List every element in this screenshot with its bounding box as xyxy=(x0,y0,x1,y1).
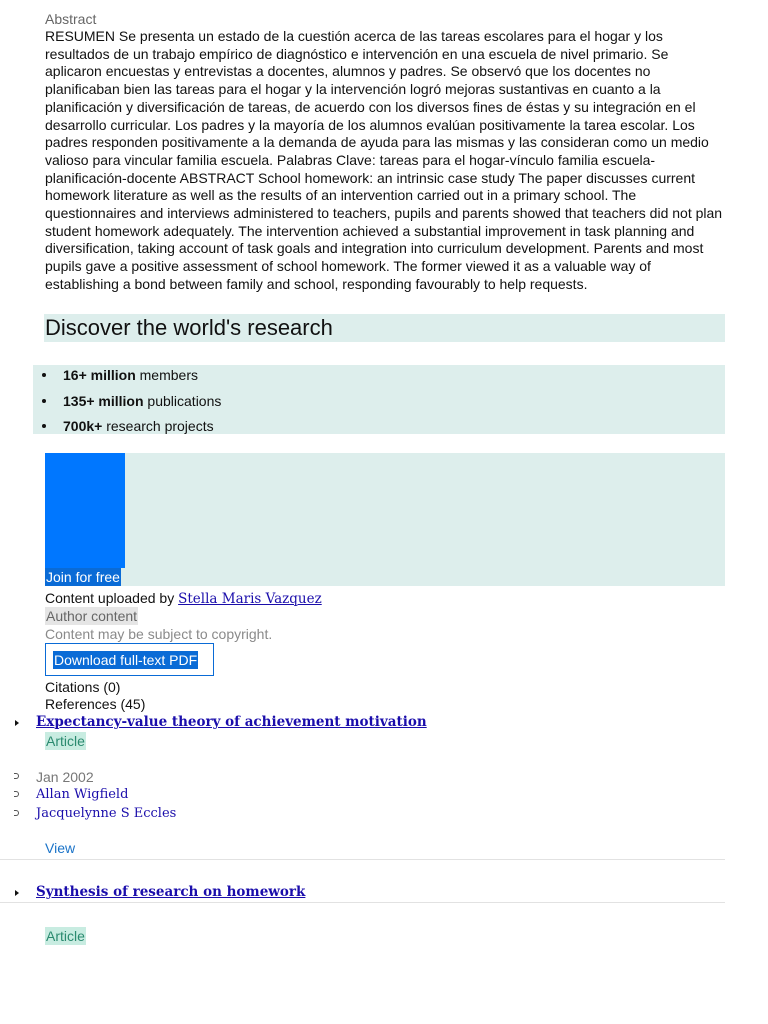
uploaded-by-prefix: Content uploaded by xyxy=(45,590,179,606)
abstract-text: RESUMEN Se presenta un estado de la cuestión acerca de las tareas escolares para el hogar y los resultados de un trabajo empírico de diagnóstico e intervención en una escuela de nivel primario. Se aplicaron encuestas y entrevistas a docentes, alumnos y padres. Se observó que los docentes no planificaban bien las tareas para el hogar y la intervención logró mejoras sustantivas en cuanto a la planificación y diversificación de tareas, de acuerdo con los diversos fines de éstas y su integración en el desarrollo curricular. Los padres y la mayoría de los alumnos evalúan positivamente la tarea escolar. Los padres responden positivamente a la demanda de ayuda para las mismas y las consideran como un medio valioso para vincular familia escuela. Palabras Clave: tareas para el hogar-vínculo familia escuela-planificación-docente ABSTRACT School homework: an intrinsic case study The paper discusses current homework literature as well as the results of an intervention carried out in a primary school. The questionnaires and interviews administered to teachers, pupils and parents showed that teachers did not plan student homework adequately. The intervention achieved a substantial improvement in task planning and diversification, taking account of task goals and integration into curriculum development. Parents and most pupils gave a positive assessment of school homework. The former viewed it as a valuable way of establishing a bond between family and school, responding favourably to help requests. xyxy=(45,28,723,292)
stat-publications xyxy=(33,391,221,417)
join-image-placeholder[interactable] xyxy=(45,453,125,568)
view-link[interactable]: View xyxy=(45,840,76,856)
reference-title-link[interactable]: Synthesis of research on homework xyxy=(36,884,306,900)
divider xyxy=(0,902,725,903)
citations-count[interactable]: Citations (0) xyxy=(45,679,121,695)
stats-list xyxy=(33,365,221,442)
download-pdf-label: Download full-text PDF xyxy=(54,652,198,668)
stat-label: publications xyxy=(143,392,222,409)
stat-label: research projects xyxy=(102,418,214,435)
stats-band xyxy=(33,365,725,434)
stat-projects xyxy=(33,416,221,442)
copyright-notice: Content may be subject to copyright. xyxy=(45,626,273,642)
join-band xyxy=(45,453,725,586)
circle-bullet-icon xyxy=(14,773,19,779)
article-type-badge: Article xyxy=(46,928,85,944)
stat-members xyxy=(33,365,221,391)
reference-author-link[interactable]: Jacquelynne S Eccles xyxy=(36,806,177,821)
counts xyxy=(45,679,145,713)
abstract-label: Abstract xyxy=(45,11,97,27)
stat-number: 700k+ xyxy=(63,418,103,435)
bullet-icon xyxy=(42,399,46,403)
triangle-bullet-icon xyxy=(15,890,19,896)
circle-bullet-icon xyxy=(14,791,19,797)
stat-label: members xyxy=(135,367,198,383)
stat-number: 16+ million xyxy=(63,367,136,383)
references-count[interactable]: References (45) xyxy=(45,696,146,712)
article-type-badge: Article xyxy=(46,733,85,749)
reference-author-link[interactable]: Allan Wigfield xyxy=(36,787,129,802)
uploader-author-link[interactable]: Stella Maris Vazquez xyxy=(178,591,322,607)
uploaded-by xyxy=(45,590,322,608)
triangle-bullet-icon xyxy=(15,720,19,726)
stat-number: 135+ million xyxy=(63,392,144,409)
download-pdf-button[interactable] xyxy=(45,643,214,676)
divider xyxy=(0,859,725,860)
bullet-icon xyxy=(42,424,46,428)
discover-band xyxy=(44,314,725,342)
reference-date: Jan 2002 xyxy=(36,769,94,785)
bullet-icon xyxy=(42,373,46,377)
circle-bullet-icon xyxy=(14,810,19,816)
author-content-badge: Author content xyxy=(46,608,138,624)
discover-title: Discover the world's research xyxy=(45,315,333,340)
join-for-free-link[interactable]: Join for free xyxy=(46,569,120,585)
reference-title-link[interactable]: Expectancy-value theory of achievement motivation xyxy=(36,714,427,730)
